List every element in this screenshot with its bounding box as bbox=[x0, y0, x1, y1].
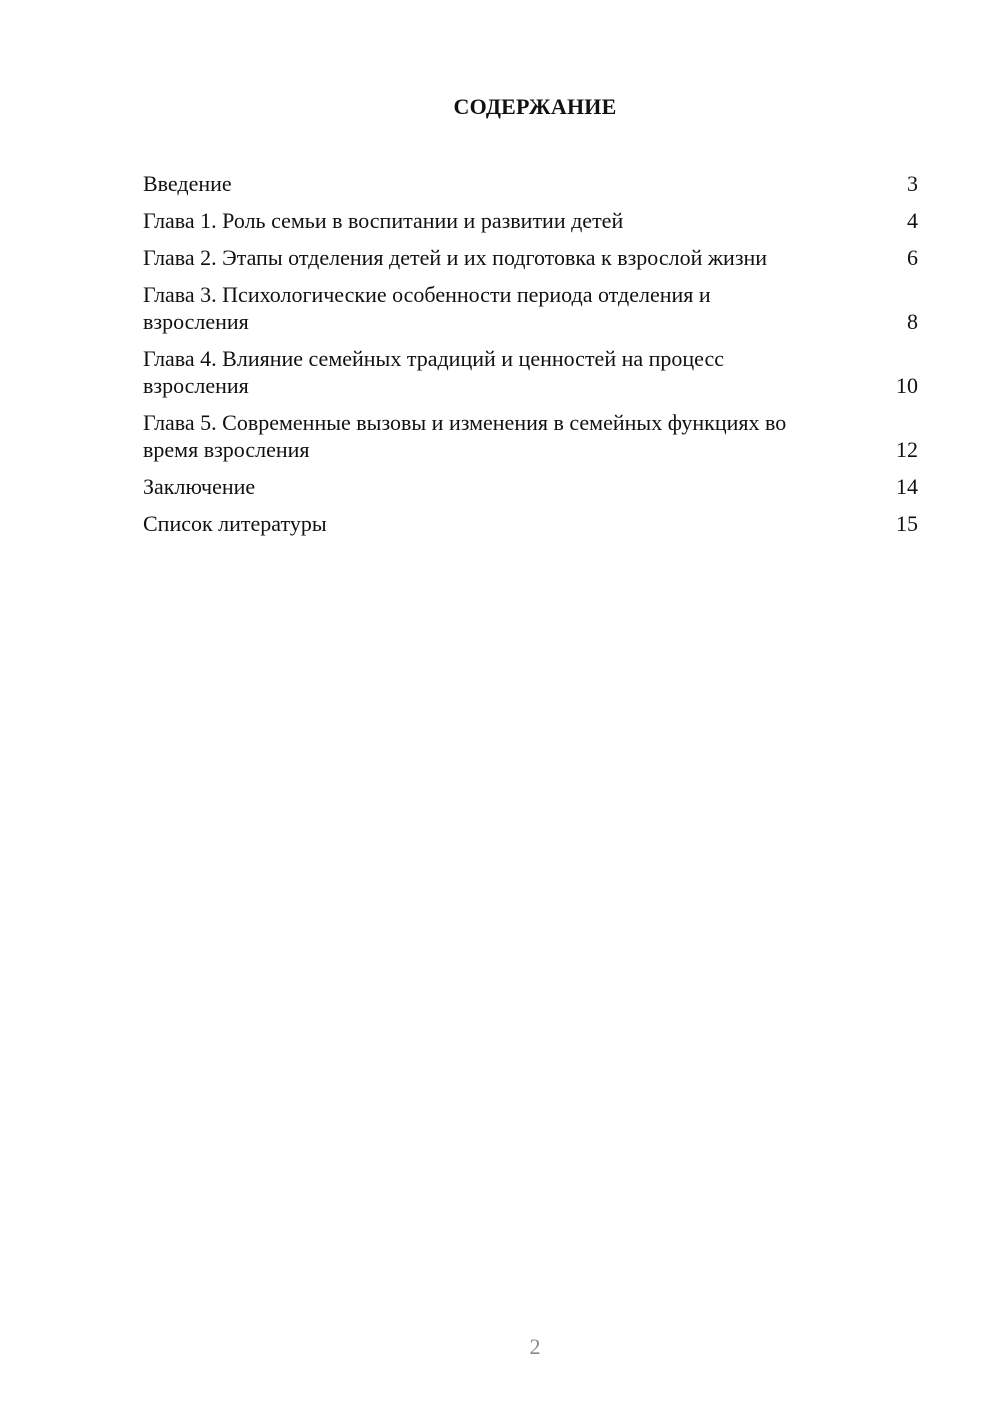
toc-entry-label: Глава 1. Роль семьи в воспитании и развитии детей bbox=[143, 208, 624, 233]
toc-entry-label: Список литературы bbox=[143, 511, 327, 536]
toc-entry-conclusion[interactable] bbox=[143, 473, 918, 500]
toc-entry-label: Заключение bbox=[143, 474, 256, 499]
toc-entry-chapter-1[interactable] bbox=[143, 207, 918, 234]
toc-entry-references[interactable] bbox=[143, 510, 918, 537]
toc-entry-page: 3 bbox=[907, 171, 918, 196]
toc-entry-label: Глава 3. Психологические особенности периода отделения и взросления bbox=[143, 282, 711, 334]
toc-entry-page: 6 bbox=[907, 245, 918, 270]
toc-entry-chapter-3[interactable] bbox=[143, 281, 918, 335]
toc-entry-chapter-4[interactable] bbox=[143, 345, 918, 399]
page-title: СОДЕРЖАНИЕ bbox=[453, 94, 617, 119]
toc-entry-page: 12 bbox=[896, 437, 918, 462]
toc-entry-chapter-5[interactable] bbox=[143, 409, 918, 463]
toc-entry-label: Глава 5. Современные вызовы и изменения в семейных функциях во время взросления bbox=[143, 410, 787, 462]
toc-entry-page: 8 bbox=[907, 309, 918, 334]
toc-entry-introduction[interactable] bbox=[143, 170, 918, 197]
toc-entry-page: 4 bbox=[907, 208, 918, 233]
toc-entry-label: Глава 2. Этапы отделения детей и их подготовка к взрослой жизни bbox=[143, 245, 768, 270]
toc-entry-label: Введение bbox=[143, 171, 232, 196]
toc-entry-page: 14 bbox=[896, 474, 918, 499]
toc-entry-page: 10 bbox=[896, 373, 918, 398]
toc-entry-chapter-2[interactable] bbox=[143, 244, 918, 271]
toc-entry-page: 15 bbox=[896, 511, 918, 536]
toc-entry-label: Глава 4. Влияние семейных традиций и ценностей на процесс взросления bbox=[143, 346, 725, 398]
table-of-contents bbox=[143, 170, 918, 547]
footer-page-number: 2 bbox=[529, 1334, 541, 1359]
